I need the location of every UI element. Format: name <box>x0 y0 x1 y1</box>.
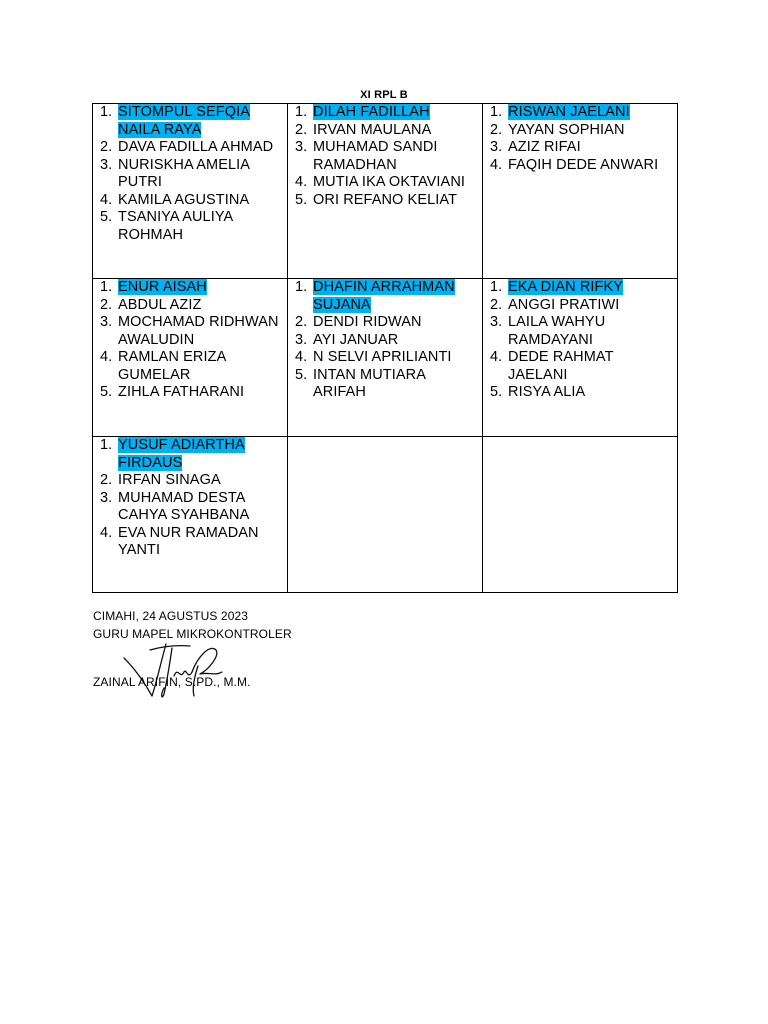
group-cell <box>483 437 678 593</box>
group-cell <box>288 104 483 279</box>
member-name: RISYA ALIA <box>508 384 586 400</box>
list-item <box>295 366 482 402</box>
place-date: CIMAHI, 24 AGUSTUS 2023 <box>93 609 249 623</box>
group-table <box>92 103 678 593</box>
list-item <box>100 384 287 402</box>
item-number: 2. <box>100 472 113 488</box>
member-name: INTAN MUTIARA ARIFAH <box>313 366 426 400</box>
list-item <box>295 121 482 140</box>
member-name: AYI JANUAR <box>313 331 399 348</box>
handwritten-signature <box>120 636 230 706</box>
member-name: DEDE RAHMAT JAELANI <box>508 349 614 383</box>
document-title: XI RPL B <box>360 89 408 101</box>
member-list <box>93 437 287 560</box>
list-item <box>295 314 482 332</box>
signer-position: GURU MAPEL MIKROKONTROLER <box>93 627 292 641</box>
member-name: ABDUL AZIZ <box>118 296 202 313</box>
signer-name: ZAINAL ARIFIN, S.PD., M.M. <box>93 675 251 689</box>
leader-name: DHAFIN ARRAHMAN SUJANA <box>313 279 455 313</box>
item-number: 3. <box>295 139 308 155</box>
leader-name: EKA DIAN RIFKY <box>508 279 624 295</box>
member-name: ANGGI PRATIWI <box>508 296 620 313</box>
member-name: TSANIYA AULIYA ROHMAH <box>118 209 233 243</box>
member-name: ZIHLA FATHARANI <box>118 384 245 400</box>
member-name: YAYAN SOPHIAN <box>508 121 625 138</box>
item-number: 2. <box>490 121 503 138</box>
list-item <box>490 349 677 384</box>
list-item <box>295 139 482 174</box>
item-number: 1. <box>100 279 113 295</box>
list-item <box>100 314 287 349</box>
member-list <box>483 279 677 402</box>
item-number: 1. <box>490 279 503 295</box>
member-name: MOCHAMAD RIDHWAN AWALUDIN <box>118 314 279 348</box>
member-list <box>93 279 287 402</box>
list-item <box>295 349 482 367</box>
member-name: AZIZ RIFAI <box>508 139 581 155</box>
item-number: 4. <box>100 349 113 365</box>
table-row <box>93 279 678 437</box>
item-number: 1. <box>490 104 503 120</box>
group-leader-item <box>100 437 287 472</box>
list-item <box>100 209 287 244</box>
item-number: 5. <box>295 191 308 208</box>
member-name: MUHAMAD SANDI RAMADHAN <box>313 139 438 173</box>
item-number: 2. <box>100 296 113 313</box>
member-name: IRVAN MAULANA <box>313 121 432 138</box>
list-item <box>100 191 287 210</box>
item-number: 5. <box>295 366 308 383</box>
member-name: EVA NUR RAMADAN YANTI <box>118 524 259 558</box>
member-list <box>288 104 482 209</box>
item-number: 4. <box>100 191 113 208</box>
member-name: N SELVI APRILIANTI <box>313 349 452 365</box>
member-name: MUTIA IKA OKTAVIANI <box>313 174 466 190</box>
table-row <box>93 437 678 593</box>
item-number: 4. <box>100 524 113 541</box>
item-number: 1. <box>100 104 113 120</box>
group-leader-item <box>490 104 677 122</box>
list-item <box>100 139 287 157</box>
item-number: 3. <box>100 156 113 173</box>
member-name: LAILA WAHYU RAMDAYANI <box>508 314 606 348</box>
group-leader-item <box>490 279 677 297</box>
group-leader-item <box>100 104 287 139</box>
item-number: 1. <box>295 279 308 295</box>
item-number: 4. <box>295 174 308 190</box>
item-number: 3. <box>490 314 503 330</box>
list-item <box>490 314 677 349</box>
item-number: 2. <box>100 139 113 155</box>
member-name: MUHAMAD DESTA CAHYA SYAHBANA <box>118 489 250 523</box>
list-item <box>295 191 482 210</box>
group-leader-item <box>100 279 287 297</box>
member-name: FAQIH DEDE ANWARI <box>508 156 659 173</box>
item-number: 5. <box>100 384 113 400</box>
member-name: NURISKHA AMELIA PUTRI <box>118 156 250 190</box>
item-number: 1. <box>100 437 113 453</box>
list-item <box>490 121 677 140</box>
group-leader-item <box>295 279 482 314</box>
leader-name: RISWAN JAELANI <box>508 104 630 120</box>
item-number: 4. <box>295 349 308 365</box>
group-cell <box>483 279 678 437</box>
item-number: 5. <box>490 384 503 400</box>
member-name: KAMILA AGUSTINA <box>118 191 250 208</box>
member-name: DENDI RIDWAN <box>313 314 422 330</box>
list-item <box>490 296 677 315</box>
list-item <box>100 296 287 315</box>
member-list <box>483 104 677 174</box>
leader-name: DILAH FADILLAH <box>313 104 430 120</box>
list-item <box>100 489 287 525</box>
group-cell <box>93 104 288 279</box>
item-number: 3. <box>100 489 113 506</box>
leader-name: YUSUF ADIARTHA FIRDAUS <box>118 437 245 471</box>
group-cell <box>93 279 288 437</box>
member-list <box>93 104 287 244</box>
list-item <box>100 156 287 192</box>
member-name: ORI REFANO KELIAT <box>313 191 458 208</box>
leader-name: SITOMPUL SEFQIA NAILA RAYA <box>118 104 251 138</box>
leader-name: ENUR AISAH <box>118 279 207 295</box>
list-item <box>100 524 287 560</box>
member-name: IRFAN SINAGA <box>118 472 221 488</box>
item-number: 4. <box>490 156 503 173</box>
member-name: DAVA FADILLA AHMAD <box>118 139 274 155</box>
item-number: 2. <box>295 314 308 330</box>
item-number: 3. <box>295 331 308 348</box>
group-cell <box>288 279 483 437</box>
item-number: 4. <box>490 349 503 365</box>
item-number: 2. <box>490 296 503 313</box>
item-number: 1. <box>295 104 308 120</box>
group-cell <box>483 104 678 279</box>
list-item <box>100 349 287 384</box>
item-number: 3. <box>100 314 113 330</box>
list-item <box>100 472 287 490</box>
list-item <box>490 139 677 157</box>
list-item <box>490 384 677 402</box>
list-item <box>295 331 482 350</box>
list-item <box>295 174 482 192</box>
list-item <box>490 156 677 175</box>
member-list <box>288 279 482 402</box>
group-leader-item <box>295 104 482 122</box>
item-number: 2. <box>295 121 308 138</box>
item-number: 5. <box>100 209 113 225</box>
group-cell <box>288 437 483 593</box>
member-name: RAMLAN ERIZA GUMELAR <box>118 349 226 383</box>
item-number: 3. <box>490 139 503 155</box>
table-row <box>93 104 678 279</box>
group-cell <box>93 437 288 593</box>
